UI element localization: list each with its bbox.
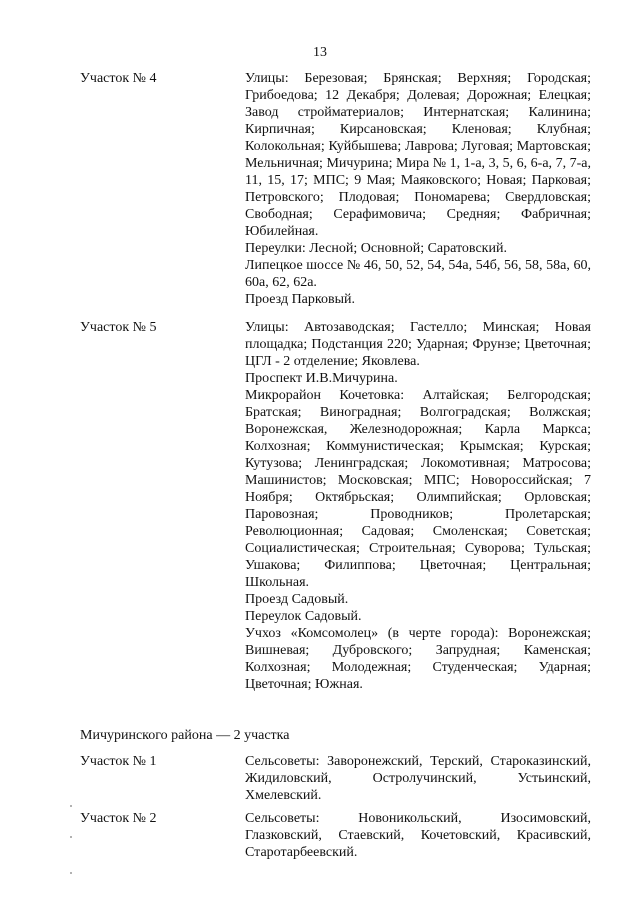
uchastok-2-selsovets: Сельсоветы: Новоникольский, Изосимовский, Глазковский, Стаевский, Кочетовский, Красивский, Старотарбеевский. <box>245 811 591 860</box>
uchastok-5-prospect: Проспект И.В.Мичурина. <box>245 371 398 386</box>
uchastok-5-passage: Проезд Садовый. <box>245 592 349 607</box>
uchastok-4-label: Участок № 4 <box>80 71 157 86</box>
uchastok-4-passage: Проезд Парковый. <box>245 292 355 307</box>
uchastok-2-content <box>245 810 591 861</box>
uchastok-5-content <box>245 319 591 693</box>
uchastok-5-uchkhoz: Учхоз «Комсомолец» (в черте города): Воронежская; Вишневая; Дубровского; Запрудная; Каменская; Колхозная; Молодежная; Студенческая; Ударная; Цветочная; Южная. <box>245 626 591 692</box>
uchastok-1-label: Участок № 1 <box>80 754 157 769</box>
uchastok-1-selsovets: Сельсоветы: Заворонежский, Терский, Староказинский, Жидиловский, Остролучинский, Устьинский, Хмелевский. <box>245 754 591 803</box>
uchastok-4-streets: Улицы: Березовая; Брянская; Верхняя; Городская; Грибоедова; 12 Декабря; Долевая; Дорожная; Елецкая; Завод стройматериалов; Интернатская; Калинина; Кирпичная; Кирсановская; Кленовая; Клубная; Колокольная; Куйбышева; Лаврова; Луговая; Мартовская; Мельничная; Мичурина; Мира № 1, 1-а, 3, 5, 6, 6-а, 7, 7-а, 11, 15, 17; МПС; 9 Мая; Маяковского; Новая; Парковая; Петровского; Плодовая; Пономарева; Свердловская; Свободная; Серафимовича; Средняя; Фабричная; Юбилейная. <box>245 71 591 239</box>
uchastok-4-lanes: Переулки: Лесной; Основной; Саратовский. <box>245 241 507 256</box>
uchastok-4-highway: Липецкое шоссе № 46, 50, 52, 54, 54а, 54б, 56, 58, 58а, 60, 60а, 62, 62а. <box>245 258 591 290</box>
uchastok-5-label: Участок № 5 <box>80 320 157 335</box>
scan-speck <box>70 872 72 874</box>
uchastok-5-microdistrict: Микрорайон Кочетовка: Алтайская; Белгородская; Братская; Виноградная; Волгоградская; Волжская; Воронежская, Железнодорожная; Карла Маркса; Колхозная; Коммунистическая; Крымская; Курская; Кутузова; Ленинградская; Локомотивная; Матросова; Машинистов; Московская; МПС; Новороссийская; 7 Ноября; Октябрьская; Олимпийская; Орловская; Паровозная; Проводников; Пролетарская; Революционная; Садовая; Смоленская; Советская; Социалистическая; Строительная; Суворова; Тульская; Ушакова; Филиппова; Цветочная; Центральная; Школьная. <box>245 388 591 590</box>
uchastok-4-content <box>245 70 591 308</box>
district-heading: Мичуринского района — 2 участка <box>80 728 290 743</box>
scan-speck <box>70 836 72 838</box>
uchastok-1-content <box>245 753 591 804</box>
uchastok-5-lane: Переулок Садовый. <box>245 609 362 624</box>
page-number: 13 <box>313 45 327 60</box>
scan-speck <box>70 805 72 807</box>
uchastok-2-label: Участок № 2 <box>80 811 157 826</box>
uchastok-5-streets: Улицы: Автозаводская; Гастелло; Минская; Новая площадка; Подстанция 220; Ударная; Фрунзе; Цветочная; ЦГЛ - 2 отделение; Яковлева. <box>245 320 591 369</box>
